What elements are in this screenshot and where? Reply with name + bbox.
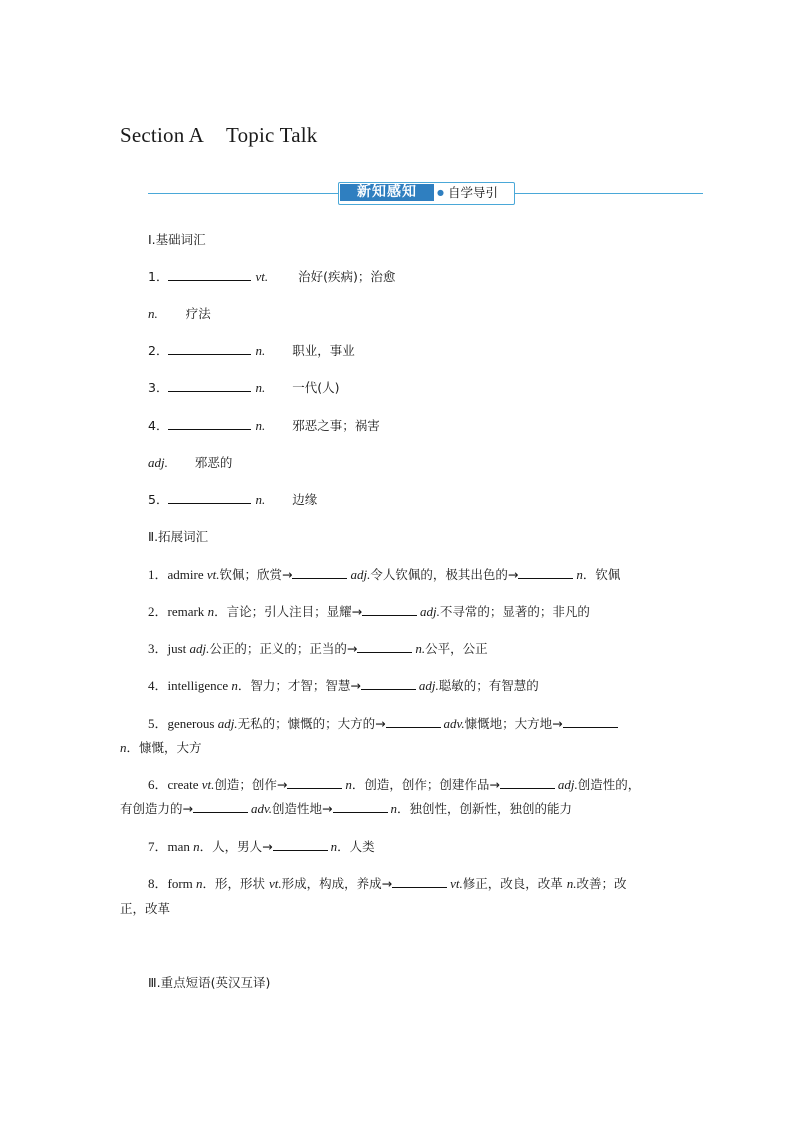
vocab-item-4: 4． n. 邪恶之事；祸害 [148, 418, 380, 433]
extend-item-3: 3．just adj.公正的；正义的；正当的→ n.公平，公正 [148, 641, 488, 656]
answer-blank[interactable] [168, 417, 251, 430]
answer-blank[interactable] [168, 379, 251, 392]
banner-main-label: 新知感知 [340, 184, 434, 201]
extend-item-8-cont: 正，改革 [120, 901, 171, 916]
answer-blank[interactable] [168, 268, 251, 281]
extend-item-6-cont: 有创造力的→ adv.创造性地→ n．独创性，创新性，独创的能力 [120, 801, 573, 816]
vocab-item-1: 1． vt. 治好(疾病)；治愈 [148, 269, 396, 284]
answer-blank[interactable] [563, 715, 618, 728]
title-topic: Topic Talk [226, 123, 318, 147]
answer-blank[interactable] [193, 800, 248, 813]
vocab-item-1b: n. 疗法 [148, 306, 211, 321]
extend-item-5: 5．generous adj.无私的；慷慨的；大方的→ adv.慷慨地；大方地→ [148, 715, 618, 733]
answer-blank[interactable] [333, 800, 388, 813]
banner-dot-icon: ● [437, 188, 444, 197]
extend-item-8: 8．form n．形，形状 vt.形成，构成，养成→ vt.修正，改良，改革 n.改善；改 [148, 876, 627, 891]
extend-item-5-cont: n．慷慨，大方 [120, 740, 202, 755]
answer-blank[interactable] [361, 677, 416, 690]
banner-sub-label: 自学导引 [448, 185, 499, 200]
banner-line-left [148, 193, 338, 194]
answer-blank[interactable] [500, 776, 555, 789]
extend-item-6: 6．create vt.创造；创作→ n．创造，创作；创建作品→ adj.创造性的， [148, 777, 641, 792]
vocab-item-2: 2． n. 职业，事业 [148, 343, 355, 358]
answer-blank[interactable] [168, 342, 251, 355]
title-section: Section A [120, 123, 205, 147]
vocab-item-4b: adj. 邪恶的 [148, 455, 233, 470]
section-heading-2: Ⅱ.拓展词汇 [148, 529, 209, 544]
vocab-item-5: 5． n. 边缘 [148, 492, 318, 507]
answer-blank[interactable] [168, 491, 251, 504]
answer-blank[interactable] [386, 715, 441, 728]
answer-blank[interactable] [357, 640, 412, 653]
extend-item-7: 7．man n．人，男人→ n．人类 [148, 839, 375, 854]
answer-blank[interactable] [292, 566, 347, 579]
answer-blank[interactable] [392, 875, 447, 888]
banner-line-right [513, 193, 703, 194]
section-banner [148, 180, 703, 206]
answer-blank[interactable] [362, 603, 417, 616]
section-heading-1: Ⅰ.基础词汇 [148, 232, 206, 247]
extend-item-2: 2．remark n．言论；引人注目；显耀→ adj.不寻常的；显著的；非凡的 [148, 604, 590, 619]
answer-blank[interactable] [518, 566, 573, 579]
extend-item-4: 4．intelligence n．智力；才智；智慧→ adj.聪敏的；有智慧的 [148, 678, 539, 693]
page-title [120, 123, 317, 148]
answer-blank[interactable] [273, 838, 328, 851]
extend-item-1: 1．admire vt.钦佩；欣赏→ adj.令人钦佩的，极其出色的→ n．钦佩 [148, 567, 621, 582]
vocab-item-3: 3． n. 一代(人) [148, 380, 340, 395]
section-heading-3: Ⅲ.重点短语(英汉互译) [148, 975, 271, 990]
answer-blank[interactable] [287, 776, 342, 789]
